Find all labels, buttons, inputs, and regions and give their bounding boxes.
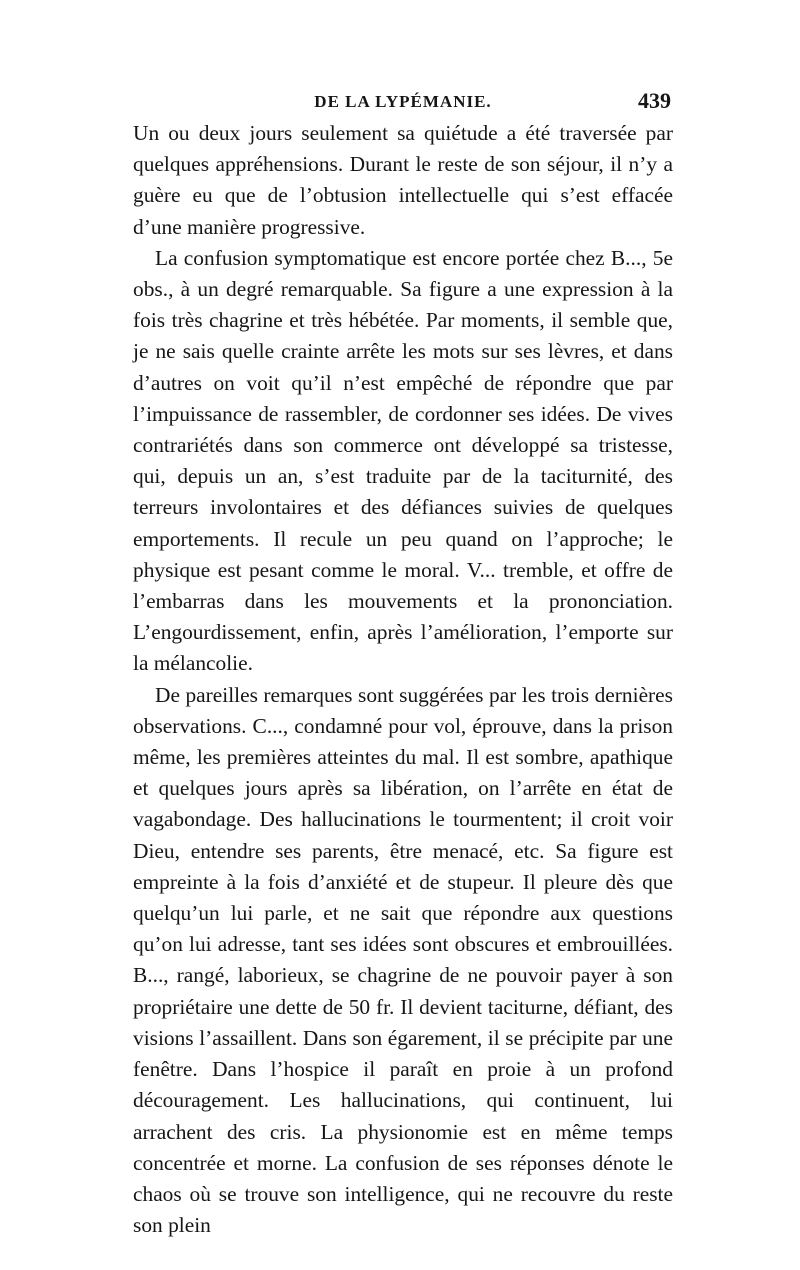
running-header [133, 88, 673, 118]
paragraph-continuation: Un ou deux jours seulement sa quiétude a été traversée par quelques appréhensions. Durant le reste de son séjour, il n’y a guère eu que de l’obtusion intellectuelle qui s’est effacée d’une manière progressive. [133, 121, 673, 239]
running-title: DE LA LYPÉMANIE. [314, 92, 492, 111]
book-page [133, 88, 673, 1241]
paragraph-confusion: La confusion symptomatique est encore portée chez B..., 5e obs., à un degré remarquable. Sa figure a une expression à la fois très chagrine et très hébétée. Par moments, il semble que, je ne sais quelle crainte arrête les mots sur ses lèvres, et dans d’autres on voit qu’il n’est empêché de répondre que par l’impuissance de rassembler, de cordonner ses idées. De vives contrariétés dans son commerce ont développé sa tristesse, qui, depuis un an, s’est traduite par de la taciturnité, des terreurs involontaires et des défiances suivies de quelques emportements. Il recule un peu quand on l’approche; le physique est pesant comme le moral. V... tremble, et offre de l’embarras dans les mouvements et la prononciation. L’engourdissement, enfin, après l’amélioration, l’emporte sur la mélancolie. [133, 245, 673, 676]
page-body [133, 118, 673, 1241]
page-number: 439 [638, 88, 671, 113]
paragraph-remarques: De pareilles remarques sont suggérées par les trois dernières observations. C..., condamné pour vol, éprouve, dans la prison même, les premières atteintes du mal. Il est sombre, apathique et quelques jours après sa libération, on l’arrête en état de vagabondage. Des hallucinations le tourmentent; il croit voir Dieu, entendre ses parents, être menacé, etc. Sa figure est empreinte à la fois d’anxiété et de stupeur. Il pleure dès que quelqu’un lui parle, et ne sait que répondre aux questions qu’on lui adresse, tant ses idées sont obscures et embrouillées. B..., rangé, laborieux, se chagrine de ne pouvoir payer à son propriétaire une dette de 50 fr. Il devient taciturne, défiant, des visions l’assaillent. Dans son égarement, il se précipite par une fenêtre. Dans l’hospice il paraît en proie à un profond découragement. Les hallucinations, qui continuent, lui arrachent des cris. La physionomie est en même temps concentrée et morne. La confusion de ses réponses dénote le chaos où se trouve son intelligence, qui ne recouvre du reste son plein [133, 682, 673, 1238]
